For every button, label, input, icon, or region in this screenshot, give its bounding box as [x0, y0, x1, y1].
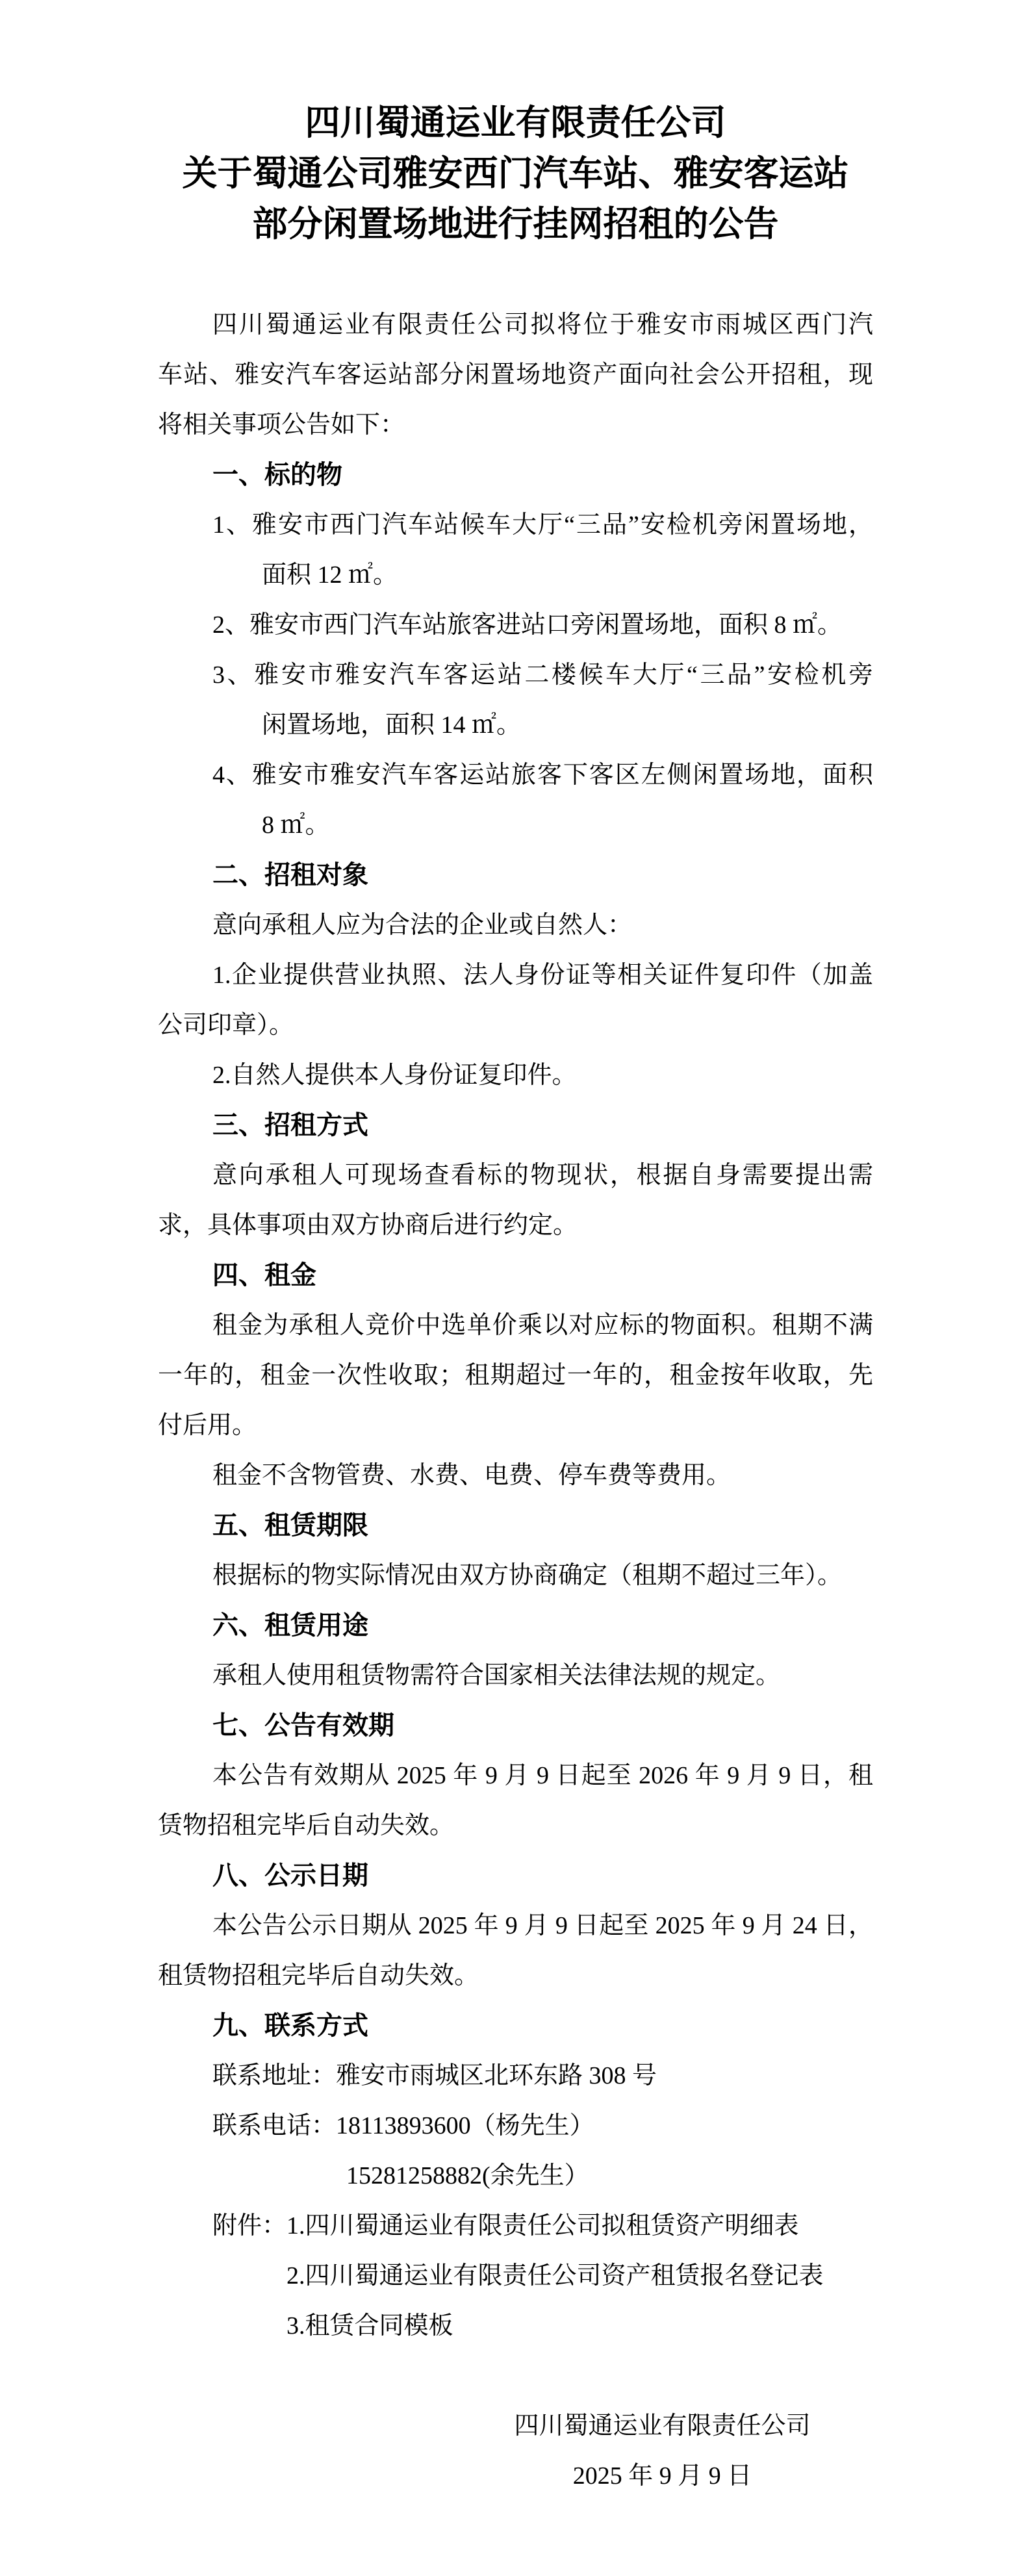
attachment-line-1: 附件：1.四川蜀通运业有限责任公司拟租赁资产明细表 [212, 2212, 799, 2239]
item-line: 8 ㎡。 [262, 811, 330, 839]
body-line: 本公告公示日期从 2025 年 9 月 9 日起至 2025 年 9 月 24 日， [212, 1912, 873, 1939]
attachment-line-2: 2.四川蜀通运业有限责任公司资产租赁报名登记表 [286, 2262, 824, 2289]
section-heading: 九、联系方式 [212, 2011, 368, 2041]
body-line: 付后用。 [158, 1412, 257, 1439]
section-heading: 五、租赁期限 [212, 1511, 368, 1540]
item-line: 闲置场地，面积 14 ㎡。 [262, 711, 522, 739]
intro-line: 车站、雅安汽车客运站部分闲置场地资产面向社会公开招租，现 [158, 361, 873, 389]
document-title-line-1: 四川蜀通运业有限责任公司 [305, 102, 726, 143]
section-validity-period [158, 1701, 873, 1851]
intro-paragraph [158, 300, 873, 450]
section-heading: 四、租金 [212, 1260, 316, 1290]
body-line: 一年的，租金一次性收取；租期超过一年的，租金按年收取，先 [158, 1362, 873, 1389]
attachment-line-3: 3.租赁合同模板 [286, 2312, 453, 2340]
item-line: 面积 12 ㎡。 [262, 561, 398, 589]
signature-date: 2025 年 9 月 9 日 [572, 2462, 752, 2490]
item-line: 1、雅安市西门汽车站候车大厅“三品”安检机旁闲置场地， [212, 511, 873, 539]
spacer [158, 2351, 873, 2401]
section-heading: 八、公示日期 [212, 1861, 368, 1891]
section-heading: 三、招租方式 [212, 1110, 368, 1140]
body-line: 求，具体事项由双方协商后进行约定。 [158, 1212, 578, 1239]
body-line: 租赁物招租完毕后自动失效。 [158, 1962, 479, 1989]
body-line: 根据标的物实际情况由双方协商确定（租期不超过三年）。 [212, 1562, 843, 1589]
section-heading: 一、标的物 [212, 460, 342, 490]
body-line: 赁物招租完毕后自动失效。 [158, 1812, 455, 1839]
section-rent [158, 1251, 873, 1501]
item-line: 3、雅安市雅安汽车客运站二楼候车大厅“三品”安检机旁 [212, 661, 873, 689]
signature-company: 四川蜀通运业有限责任公司 [514, 2412, 811, 2440]
section-subject-matter [158, 450, 873, 850]
intro-line: 四川蜀通运业有限责任公司拟将位于雅安市雨城区西门汽 [212, 311, 873, 338]
contact-address-line: 联系地址：雅安市雨城区北环东路 308 号 [212, 2062, 657, 2089]
body-line: 本公告有效期从 2025 年 9 月 9 日起至 2026 年 9 月 9 日，租 [212, 1762, 873, 1789]
item-line: 4、雅安市雅安汽车客运站旅客下客区左侧闲置场地，面积 [212, 761, 873, 789]
body-line: 承租人使用租赁物需符合国家相关法律法规的规定。 [212, 1662, 781, 1689]
section-leasing-method [158, 1101, 873, 1251]
section-heading: 七、公告有效期 [212, 1711, 394, 1741]
section-heading: 六、租赁用途 [212, 1611, 368, 1640]
section-contact-info [158, 2001, 873, 2351]
section-lease-term [158, 1501, 873, 1601]
contact-phone-line-2: 15281258882(余先生） [346, 2162, 589, 2189]
body-line: 意向承租人可现场查看标的物现状，根据自身需要提出需 [212, 1162, 873, 1189]
section-lessee-eligibility [158, 850, 873, 1101]
intro-line: 将相关事项公告如下： [158, 411, 405, 439]
body-line: 1.企业提供营业执照、法人身份证等相关证件复印件（加盖 [212, 962, 873, 989]
contact-phone-line-1: 联系电话：18113893600（杨先生） [212, 2112, 594, 2139]
item-line: 2、雅安市西门汽车站旅客进站口旁闲置场地，面积 8 ㎡。 [212, 611, 843, 639]
section-publicity-date [158, 1851, 873, 2001]
section-heading: 二、招租对象 [212, 860, 368, 890]
body-line: 租金为承租人竞价中选单价乘以对应标的物面积。租期不满 [212, 1312, 873, 1339]
body-line: 2.自然人提供本人身份证复印件。 [212, 1062, 577, 1089]
document-title-line-3: 部分闲置场地进行挂网招租的公告 [252, 203, 779, 244]
document-title [158, 97, 873, 249]
document-title-line-2: 关于蜀通公司雅安西门汽车站、雅安客运站 [182, 153, 849, 194]
body-line: 租金不含物管费、水费、电费、停车费等费用。 [212, 1462, 732, 1489]
section-lease-purpose [158, 1601, 873, 1701]
body-line: 意向承租人应为合法的企业或自然人： [212, 912, 633, 939]
body-line: 公司印章）。 [158, 1012, 294, 1039]
